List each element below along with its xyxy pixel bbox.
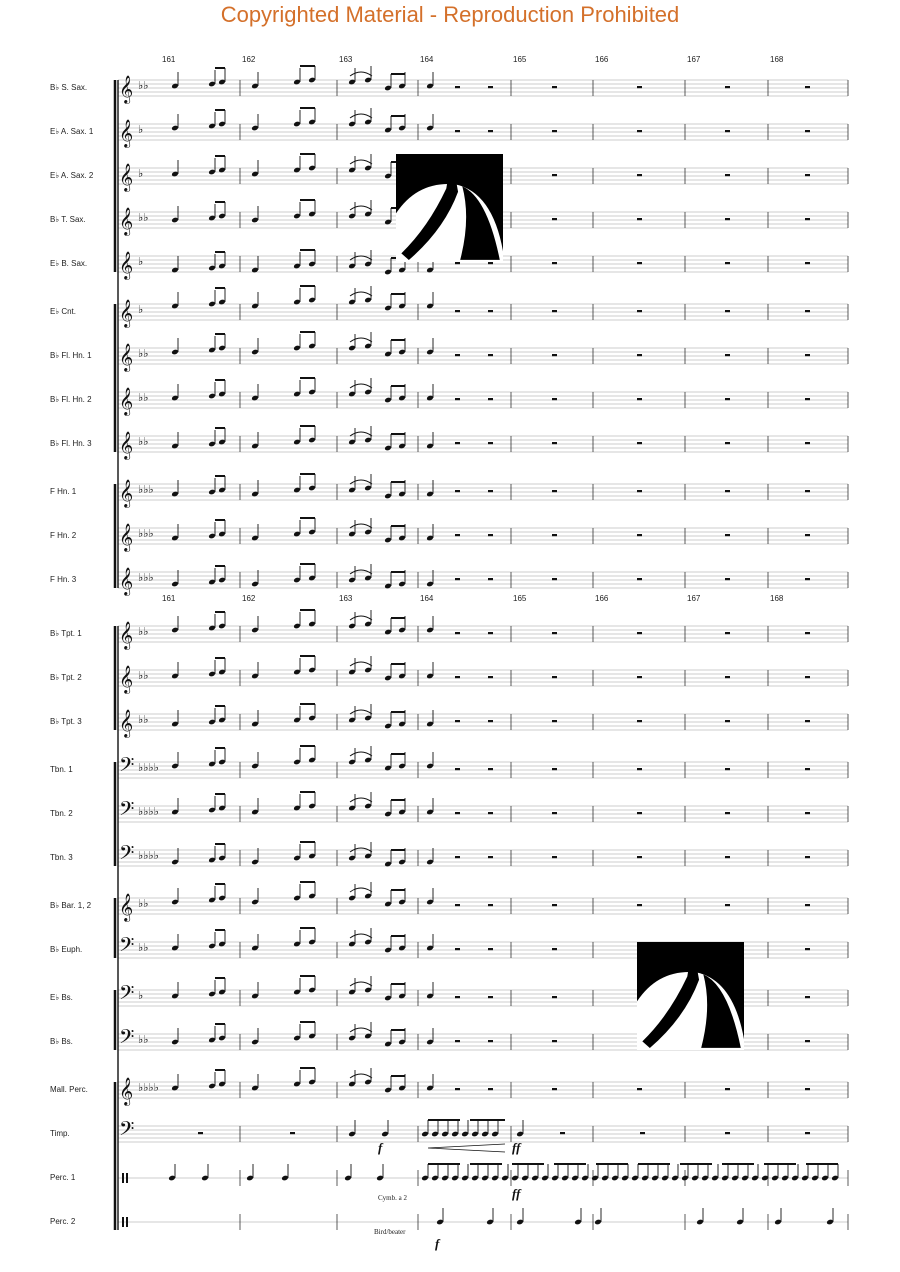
staff — [118, 709, 848, 738]
rest — [198, 1132, 203, 1134]
rest — [805, 948, 810, 950]
rest — [805, 856, 810, 858]
instrument-label: Tbn. 3 — [50, 853, 73, 862]
staff — [118, 343, 848, 372]
staff — [118, 75, 848, 104]
key-signature: ♭♭♭ — [138, 483, 154, 496]
staff — [118, 299, 848, 328]
rest — [455, 86, 460, 88]
rest — [488, 720, 493, 722]
instrument-label: Perc. 2 — [50, 1217, 76, 1226]
slur — [350, 524, 372, 528]
rest — [805, 768, 810, 770]
rest — [637, 632, 642, 634]
slur — [350, 72, 372, 76]
slur — [350, 798, 372, 802]
rest — [725, 1088, 730, 1090]
key-signature: ♭♭♭♭ — [138, 761, 159, 774]
bass-drum-marking: Bird/beater — [374, 1228, 406, 1236]
measure-number: 163 — [339, 594, 353, 603]
treble-clef: 𝄞 — [119, 621, 134, 649]
key-signature: ♭ — [138, 123, 144, 136]
rest — [560, 1132, 565, 1134]
key-signature: ♭♭ — [138, 941, 149, 954]
rest — [725, 86, 730, 88]
rest — [455, 490, 460, 492]
treble-clef: 𝄞 — [119, 299, 134, 327]
rest — [552, 856, 557, 858]
rest — [552, 996, 557, 998]
rest — [552, 578, 557, 580]
rest — [455, 262, 460, 264]
instrument-label: E♭ Bs. — [50, 993, 73, 1002]
staff — [118, 665, 848, 694]
rest — [637, 534, 642, 536]
rest — [552, 218, 557, 220]
key-signature: ♭♭ — [138, 1033, 149, 1046]
slur — [350, 662, 372, 666]
key-signature: ♭♭♭♭ — [138, 849, 159, 862]
instrument-label: B♭ Tpt. 3 — [50, 717, 82, 726]
rest — [488, 996, 493, 998]
rest — [637, 812, 642, 814]
rest — [552, 398, 557, 400]
dynamic-forte: f — [378, 1140, 383, 1155]
cymbal-marking: Cymb. a 2 — [378, 1194, 407, 1202]
slur — [350, 616, 372, 620]
rest — [455, 130, 460, 132]
rest — [455, 904, 460, 906]
slur — [350, 480, 372, 484]
rest — [725, 1132, 730, 1134]
rest — [455, 676, 460, 678]
rest — [488, 812, 493, 814]
measure-number: 163 — [339, 55, 353, 64]
rest — [488, 398, 493, 400]
instrument-label: E♭ B. Sax. — [50, 259, 88, 268]
staff — [118, 797, 848, 825]
slur — [350, 1074, 372, 1078]
staff — [118, 753, 848, 781]
treble-clef: 𝄞 — [119, 343, 134, 371]
rest — [637, 262, 642, 264]
measure-numbers — [162, 55, 784, 603]
measure-number: 167 — [687, 55, 701, 64]
measure-number: 166 — [595, 594, 609, 603]
rest — [488, 856, 493, 858]
staff — [118, 841, 848, 869]
rest — [455, 948, 460, 950]
rest — [805, 534, 810, 536]
rest — [637, 130, 642, 132]
key-signature: ♭ — [138, 167, 144, 180]
publisher-logo-icon — [637, 942, 744, 1050]
rest — [805, 354, 810, 356]
rest — [552, 768, 557, 770]
rest — [552, 262, 557, 264]
slur — [350, 710, 372, 714]
rest — [725, 218, 730, 220]
rest — [552, 310, 557, 312]
treble-clef: 𝄞 — [119, 479, 134, 507]
slur — [350, 206, 372, 210]
instrument-label: B♭ Fl. Hn. 2 — [50, 395, 92, 404]
rest — [552, 632, 557, 634]
instrument-labels — [50, 83, 94, 1226]
rest — [805, 130, 810, 132]
instrument-label: Tbn. 2 — [50, 809, 73, 818]
rest — [455, 534, 460, 536]
rest — [637, 218, 642, 220]
instrument-label: B♭ Bs. — [50, 1037, 73, 1046]
rest — [637, 490, 642, 492]
rest — [290, 1132, 295, 1134]
key-signature: ♭♭ — [138, 79, 149, 92]
bass-clef: 𝄢 — [119, 841, 135, 869]
treble-clef: 𝄞 — [119, 387, 134, 415]
rest — [552, 130, 557, 132]
rest — [455, 398, 460, 400]
instrument-label: Perc. 1 — [50, 1173, 76, 1182]
rest — [805, 310, 810, 312]
rest — [488, 948, 493, 950]
rest — [805, 578, 810, 580]
rest — [455, 310, 460, 312]
rest — [637, 310, 642, 312]
staff — [118, 523, 848, 552]
rest — [488, 1040, 493, 1042]
treble-clef: 𝄞 — [119, 251, 134, 279]
rest — [637, 676, 642, 678]
slur — [350, 338, 372, 342]
key-signature: ♭ — [138, 255, 144, 268]
slur — [350, 292, 372, 296]
rest — [725, 398, 730, 400]
measure-number: 168 — [770, 594, 784, 603]
rest — [488, 354, 493, 356]
staff — [118, 387, 848, 416]
rest — [637, 856, 642, 858]
key-signature: ♭♭ — [138, 391, 149, 404]
rest — [455, 812, 460, 814]
bass-clef: 𝄢 — [119, 1025, 135, 1053]
key-signature: ♭ — [138, 989, 144, 1002]
instrument-label: F Hn. 3 — [50, 575, 77, 584]
rest — [488, 490, 493, 492]
rest — [805, 1132, 810, 1134]
treble-clef: 𝄞 — [119, 1077, 134, 1105]
rest — [725, 720, 730, 722]
staff — [118, 479, 848, 508]
rest — [805, 442, 810, 444]
slur — [350, 888, 372, 892]
rest — [725, 174, 730, 176]
rest — [488, 310, 493, 312]
staff — [118, 431, 848, 460]
rest — [552, 720, 557, 722]
rest — [637, 1088, 642, 1090]
rest — [805, 490, 810, 492]
dynamic-forte: f — [435, 1236, 440, 1251]
rest — [488, 534, 493, 536]
rest — [455, 354, 460, 356]
rest — [637, 398, 642, 400]
key-signature: ♭♭ — [138, 713, 149, 726]
key-signature: ♭♭ — [138, 625, 149, 638]
rest — [488, 632, 493, 634]
rest — [488, 262, 493, 264]
slur — [350, 432, 372, 436]
rest — [552, 1088, 557, 1090]
rest — [552, 904, 557, 906]
slur — [350, 256, 372, 260]
rest — [805, 676, 810, 678]
rest — [805, 1040, 810, 1042]
rest — [552, 490, 557, 492]
percussion-clef — [126, 1173, 128, 1183]
treble-clef: 𝄞 — [119, 665, 134, 693]
rest — [725, 442, 730, 444]
rest — [552, 86, 557, 88]
slur — [350, 752, 372, 756]
rest — [637, 442, 642, 444]
rest — [637, 174, 642, 176]
percussion-clef — [126, 1217, 128, 1227]
rest — [552, 174, 557, 176]
key-signature: ♭♭♭ — [138, 571, 154, 584]
bass-clef: 𝄢 — [119, 933, 135, 961]
bass-clef: 𝄢 — [119, 797, 135, 825]
key-signature: ♭ — [138, 303, 144, 316]
rest — [805, 996, 810, 998]
staff — [118, 1117, 848, 1145]
rest — [455, 442, 460, 444]
rest — [552, 354, 557, 356]
rest — [725, 490, 730, 492]
measure-number: 162 — [242, 55, 256, 64]
measure-number: 161 — [162, 55, 176, 64]
key-signature: ♭♭ — [138, 435, 149, 448]
slur — [350, 114, 372, 118]
slur — [350, 384, 372, 388]
treble-clef: 𝄞 — [119, 893, 134, 921]
treble-clef: 𝄞 — [119, 523, 134, 551]
rest — [455, 1088, 460, 1090]
measure-number: 166 — [595, 55, 609, 64]
instrument-label: Mall. Perc. — [50, 1085, 88, 1094]
rest — [725, 310, 730, 312]
measure-number: 165 — [513, 55, 527, 64]
rest — [488, 676, 493, 678]
instrument-label: E♭ Cnt. — [50, 307, 77, 316]
rest — [725, 768, 730, 770]
instrument-label: B♭ Fl. Hn. 1 — [50, 351, 92, 360]
key-signature: ♭♭♭ — [138, 527, 154, 540]
measure-number: 165 — [513, 594, 527, 603]
rest — [455, 720, 460, 722]
slur — [350, 1028, 372, 1032]
rest — [488, 86, 493, 88]
measure-number: 167 — [687, 594, 701, 603]
treble-clef: 𝄞 — [119, 431, 134, 459]
instrument-label: B♭ Euph. — [50, 945, 83, 954]
instrument-label: E♭ A. Sax. 1 — [50, 127, 94, 136]
key-signature: ♭♭♭♭ — [138, 1081, 159, 1094]
copyright-watermark: Copyrighted Material - Reproduction Prohibited — [220, 2, 680, 27]
rest — [455, 856, 460, 858]
rest — [805, 86, 810, 88]
rest — [805, 218, 810, 220]
instrument-label: Tbn. 1 — [50, 765, 73, 774]
rest — [552, 948, 557, 950]
rest — [637, 86, 642, 88]
treble-clef: 𝄞 — [119, 163, 134, 191]
rest — [725, 534, 730, 536]
rest — [805, 174, 810, 176]
measure-number: 168 — [770, 55, 784, 64]
percussion-clef — [122, 1173, 124, 1183]
rest — [725, 130, 730, 132]
rest — [637, 578, 642, 580]
dynamic-fortissimo: ff — [512, 1140, 521, 1155]
rest — [805, 812, 810, 814]
rest — [725, 856, 730, 858]
rest — [455, 996, 460, 998]
rest — [805, 1088, 810, 1090]
treble-clef: 𝄞 — [119, 119, 134, 147]
percussion-clef — [122, 1217, 124, 1227]
publisher-logo-icon — [396, 154, 503, 262]
rest — [488, 442, 493, 444]
rest — [725, 632, 730, 634]
instrument-label: B♭ T. Sax. — [50, 215, 86, 224]
rest — [455, 632, 460, 634]
rest — [725, 676, 730, 678]
treble-clef: 𝄞 — [119, 207, 134, 235]
slur — [350, 934, 372, 938]
bass-clef: 𝄢 — [119, 1117, 135, 1145]
rest — [637, 904, 642, 906]
bass-clef: 𝄢 — [119, 753, 135, 781]
key-signature: ♭♭ — [138, 347, 149, 360]
staff — [118, 567, 848, 596]
instrument-label: B♭ Fl. Hn. 3 — [50, 439, 92, 448]
key-signature: ♭♭ — [138, 897, 149, 910]
rest — [552, 442, 557, 444]
notes — [168, 66, 839, 1225]
rest — [637, 720, 642, 722]
rest — [488, 1088, 493, 1090]
instrument-label: F Hn. 1 — [50, 487, 77, 496]
treble-clef: 𝄞 — [119, 709, 134, 737]
key-signature: ♭♭ — [138, 211, 149, 224]
instrument-label: B♭ S. Sax. — [50, 83, 88, 92]
rest — [488, 578, 493, 580]
rest — [725, 354, 730, 356]
rest — [455, 578, 460, 580]
bass-clef: 𝄢 — [119, 981, 135, 1009]
measure-number: 161 — [162, 594, 176, 603]
key-signature: ♭♭ — [138, 669, 149, 682]
rest — [640, 1132, 645, 1134]
rest — [805, 398, 810, 400]
staff — [118, 1077, 848, 1106]
staff — [118, 119, 848, 148]
rest — [637, 768, 642, 770]
instrument-label: B♭ Tpt. 1 — [50, 629, 82, 638]
rest — [552, 676, 557, 678]
rest — [805, 632, 810, 634]
key-signature: ♭♭♭♭ — [138, 805, 159, 818]
rest — [552, 812, 557, 814]
instrument-label: F Hn. 2 — [50, 531, 77, 540]
rest — [488, 904, 493, 906]
rest — [725, 904, 730, 906]
rest — [725, 812, 730, 814]
rest — [455, 768, 460, 770]
slur — [350, 160, 372, 164]
rest — [805, 904, 810, 906]
treble-clef: 𝄞 — [119, 75, 134, 103]
rest — [488, 130, 493, 132]
rest — [455, 1040, 460, 1042]
staff — [118, 893, 848, 922]
markings — [374, 1140, 522, 1251]
rest — [805, 720, 810, 722]
instrument-label: Timp. — [50, 1129, 70, 1138]
crescendo-hairpin — [428, 1144, 505, 1152]
rest — [725, 262, 730, 264]
rest — [552, 1040, 557, 1042]
staff — [118, 621, 848, 650]
rest — [637, 354, 642, 356]
dynamic-fortissimo: ff — [512, 1186, 521, 1201]
rest — [488, 768, 493, 770]
rest — [805, 262, 810, 264]
slur — [350, 982, 372, 986]
measure-number: 164 — [420, 55, 434, 64]
rest — [552, 534, 557, 536]
rest — [725, 578, 730, 580]
measure-number: 162 — [242, 594, 256, 603]
instrument-label: B♭ Tpt. 2 — [50, 673, 82, 682]
treble-clef: 𝄞 — [119, 567, 134, 595]
measure-number: 164 — [420, 594, 434, 603]
instrument-label: E♭ A. Sax. 2 — [50, 171, 94, 180]
instrument-label: B♭ Bar. 1, 2 — [50, 901, 92, 910]
